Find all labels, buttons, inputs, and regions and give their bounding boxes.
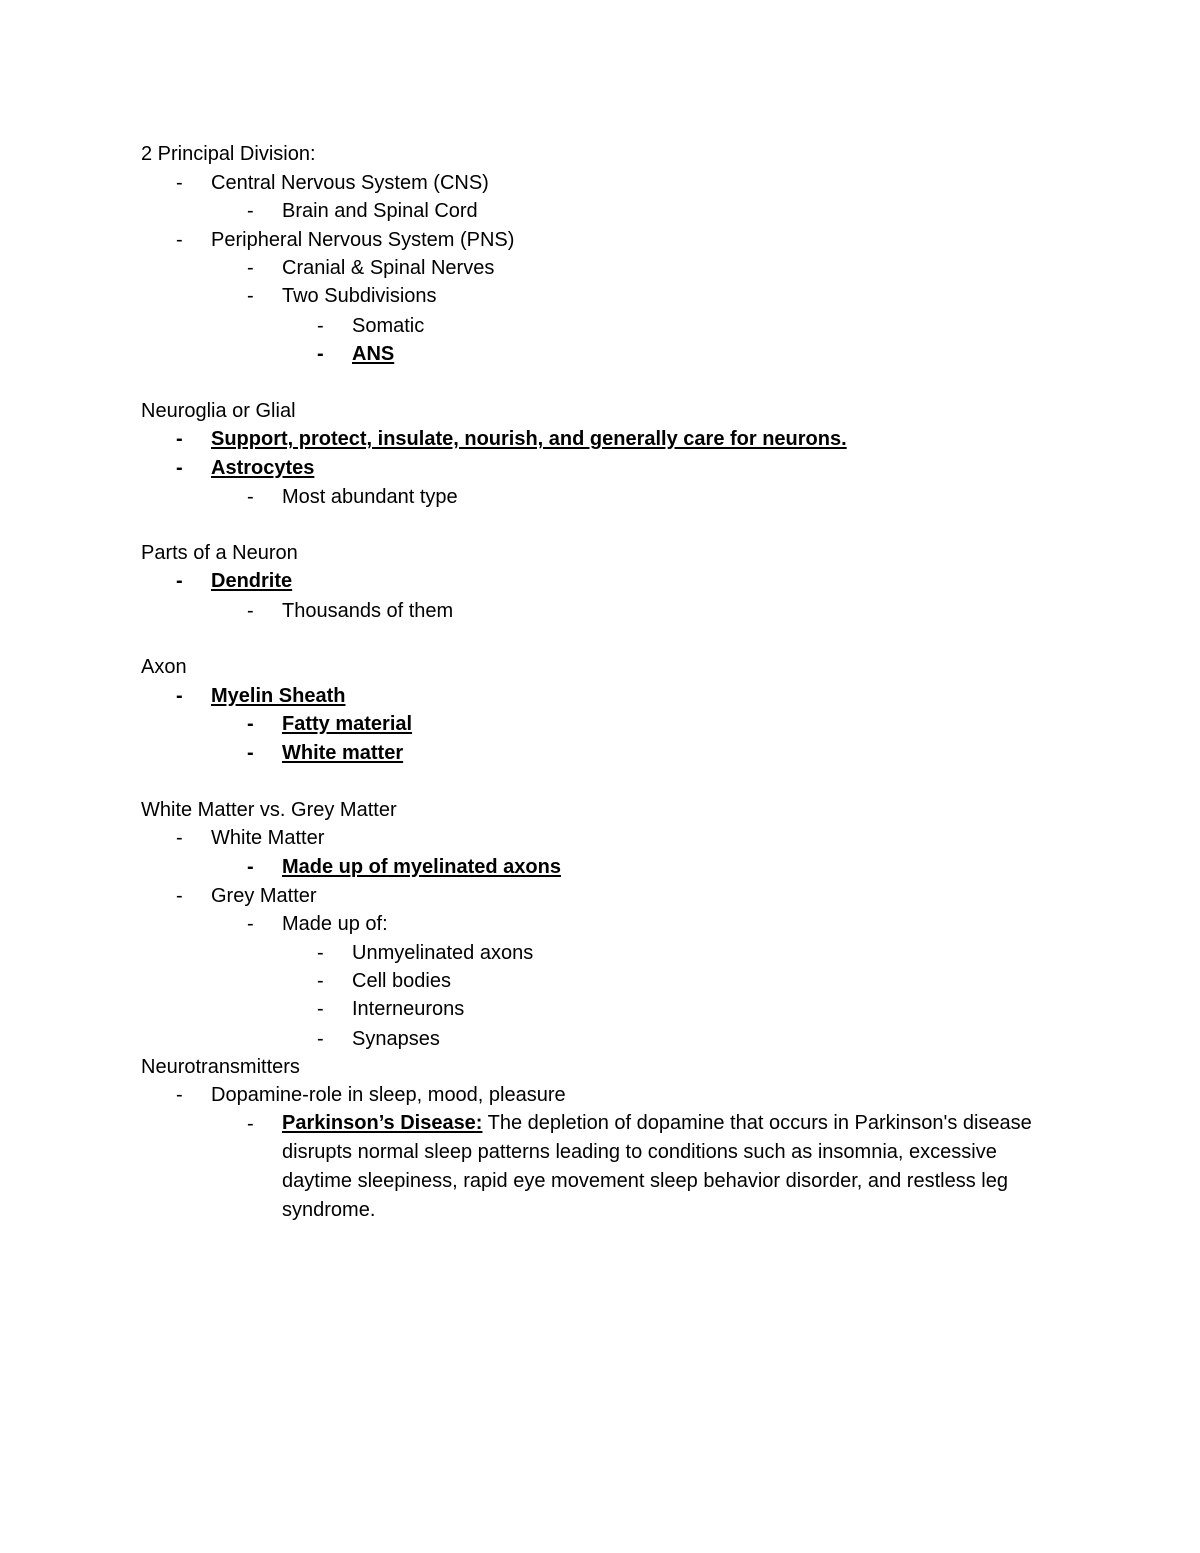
- bullet-dash: -: [317, 1028, 324, 1050]
- list-item-text-emphasis: Made up of myelinated axons: [282, 856, 561, 878]
- list-item-text-emphasis: Astrocytes: [211, 457, 315, 479]
- list-item-text: Most abundant type: [282, 486, 458, 508]
- bullet-dash: -: [176, 885, 183, 907]
- bullet-dash: -: [176, 827, 183, 849]
- list-item-text: Unmyelinated axons: [352, 942, 534, 964]
- list-item-text: Dopamine-role in sleep, mood, pleasure: [211, 1084, 566, 1106]
- list-item-text: Peripheral Nervous System (PNS): [211, 229, 515, 251]
- list-item-text-emphasis: Support, protect, insulate, nourish, and generally care for neurons.: [211, 428, 847, 450]
- list-item-text-emphasis: ANS: [352, 343, 395, 365]
- list-item-text: Two Subdivisions: [282, 285, 437, 307]
- section-heading-neuron: Parts of a Neuron: [141, 542, 298, 564]
- parkinsons-text: The depletion of dopamine that occurs in Parkinson's disease disrupts normal sleep patterns leading to conditions such as insomnia, excessive daytime sleepiness, rapid eye movement sleep behavior disorder, and restless leg syndrome.: [282, 1112, 1032, 1221]
- bullet-dash: -: [247, 257, 254, 279]
- parkinsons-label: Parkinson’s Disease:: [282, 1112, 483, 1134]
- list-item-text-emphasis: White matter: [282, 742, 404, 764]
- list-item-text: Cell bodies: [352, 970, 451, 992]
- list-item-text: Synapses: [352, 1028, 440, 1050]
- list-item-text-emphasis: Myelin Sheath: [211, 685, 346, 707]
- section-heading-division: 2 Principal Division:: [141, 143, 316, 165]
- list-item-text: White Matter: [211, 827, 325, 849]
- bullet-dash: -: [247, 856, 254, 878]
- bullet-dash: -: [176, 1084, 183, 1106]
- list-item-text-emphasis: Fatty material: [282, 713, 413, 735]
- bullet-dash: -: [247, 742, 254, 764]
- bullet-dash: -: [176, 570, 183, 592]
- bullet-dash: -: [247, 1113, 254, 1135]
- list-item-text-emphasis: Dendrite: [211, 570, 293, 592]
- list-item-text: Grey Matter: [211, 885, 317, 907]
- section-heading-axon: Axon: [141, 656, 187, 678]
- list-item-text: Made up of:: [282, 913, 388, 935]
- bullet-dash: -: [176, 428, 183, 450]
- parkinsons-paragraph: [282, 1109, 1072, 1225]
- section-heading-matter: White Matter vs. Grey Matter: [141, 799, 397, 821]
- bullet-dash: -: [317, 315, 324, 337]
- bullet-dash: -: [176, 457, 183, 479]
- list-item-text: Central Nervous System (CNS): [211, 172, 489, 194]
- section-heading-neuroglia: Neuroglia or Glial: [141, 400, 296, 422]
- bullet-dash: -: [317, 998, 324, 1020]
- list-item-text: Brain and Spinal Cord: [282, 200, 478, 222]
- bullet-dash: -: [176, 229, 183, 251]
- bullet-dash: -: [176, 685, 183, 707]
- bullet-dash: -: [247, 600, 254, 622]
- bullet-dash: -: [317, 343, 324, 365]
- bullet-dash: -: [247, 285, 254, 307]
- bullet-dash: -: [317, 942, 324, 964]
- bullet-dash: -: [247, 913, 254, 935]
- section-heading-neurotransmitters: Neurotransmitters: [141, 1056, 300, 1078]
- list-item-text: Interneurons: [352, 998, 465, 1020]
- list-item-text: Cranial & Spinal Nerves: [282, 257, 495, 279]
- bullet-dash: -: [176, 172, 183, 194]
- list-item-text: Thousands of them: [282, 600, 454, 622]
- bullet-dash: -: [247, 200, 254, 222]
- bullet-dash: -: [247, 713, 254, 735]
- bullet-dash: -: [317, 970, 324, 992]
- list-item-text: Somatic: [352, 315, 425, 337]
- bullet-dash: -: [247, 486, 254, 508]
